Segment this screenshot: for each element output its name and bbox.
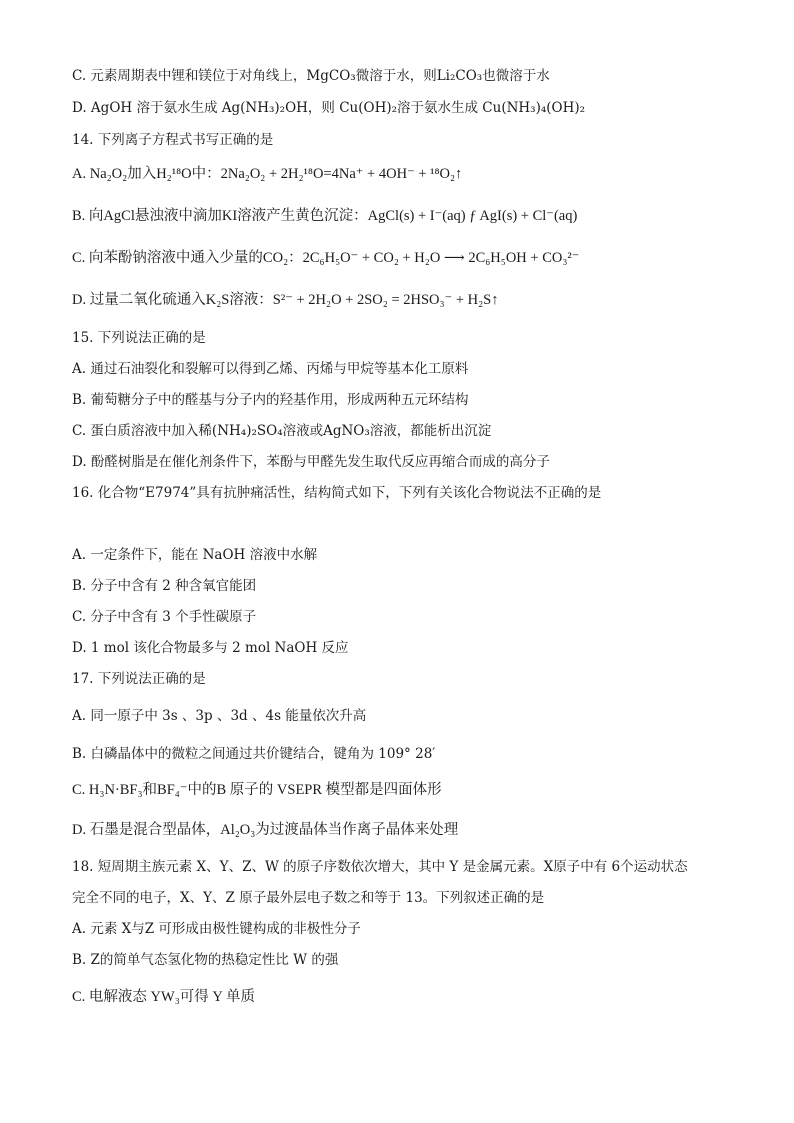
q14-option-c: C. 向苯酚钠溶液中通入少量的CO₂：2C₆H₅O⁻ + CO₂ + H₂O ⟶ 2C₆H₅OH + CO₃²⁻: [72, 250, 580, 266]
q17-option-c: C. H₃N·BF₃和BF₄⁻中的B 原子的 VSEPR 模型都是四面体形: [72, 782, 442, 798]
q16-option-c: C. 分子中含有 3 个手性碳原子: [72, 609, 257, 625]
q15-option-d: D. 酚醛树脂是在催化剂条件下，苯酚与甲醛先发生取代反应再缩合而成的高分子: [72, 454, 550, 470]
q15-option-a: A. 通过石油裂化和裂解可以得到乙烯、丙烯与甲烷等基本化工原料: [72, 361, 469, 377]
q17-option-b: B. 白磷晶体中的微粒之间通过共价键结合，键角为 109° 28′: [72, 746, 436, 762]
q16-option-d: D. 1 mol 该化合物最多与 2 mol NaOH 反应: [72, 640, 349, 656]
q17-option-d: D. 石墨是混合型晶体，Al₂O₃为过渡晶体当作离子晶体来处理: [72, 822, 459, 838]
q18-stem: 18. 短周期主族元素 X、Y、Z、W 的原子序数依次增大，其中 Y 是金属元素。X原子中有 6个运动状态: [72, 859, 688, 875]
q17-option-a: A. 同一原子中 3s 、3p 、3d 、4s 能量依次升高: [72, 708, 367, 724]
q15-stem: 15. 下列说法正确的是: [72, 330, 206, 346]
q17-stem: 17. 下列说法正确的是: [72, 671, 206, 687]
q18-option-a: A. 元素 X与Z 可形成由极性键构成的非极性分子: [72, 921, 361, 937]
q13-option-c: C. 元素周期表中锂和镁位于对角线上，MgCO₃微溶于水，则Li₂CO₃也微溶于水: [72, 68, 550, 84]
q14-stem: 14. 下列离子方程式书写正确的是: [72, 132, 274, 148]
q14-option-b: B. 向AgCl悬浊液中滴加KI溶液产生黄色沉淀：AgCl(s) + I⁻(aq) ƒ AgI(s) + Cl⁻(aq): [72, 208, 578, 224]
q18-stem-continued: 完全不同的电子，X、Y、Z 原子最外层电子数之和等于 13。下列叙述正确的是: [72, 890, 545, 906]
q15-option-b: B. 葡萄糖分子中的醛基与分子内的羟基作用，形成两种五元环结构: [72, 392, 469, 408]
q18-option-c: C. 电解液态 YW₃可得 Y 单质: [72, 989, 255, 1005]
q16-option-a: A. 一定条件下，能在 NaOH 溶液中水解: [72, 547, 318, 563]
q14-option-a: A. Na₂O₂加入H₂¹⁸O中：2Na₂O₂ + 2H₂¹⁸O=4Na⁺ + 4OH⁻ + ¹⁸O₂↑: [72, 166, 463, 182]
q14-option-d: D. 过量二氧化硫通入K₂S溶液：S²⁻ + 2H₂O + 2SO₂ = 2HSO₃⁻ + H₂S↑: [72, 292, 499, 308]
q16-stem: 16. 化合物“E7974”具有抗肿痛活性，结构简式如下，下列有关该化合物说法不正确的是: [72, 485, 602, 501]
q18-option-b: B. Z的简单气态氢化物的热稳定性比 W 的强: [72, 952, 339, 968]
q16-option-b: B. 分子中含有 2 种含氧官能团: [72, 578, 257, 594]
q15-option-c: C. 蛋白质溶液中加入稀(NH₄)₂SO₄溶液或AgNO₃溶液，都能析出沉淀: [72, 423, 492, 439]
q13-option-d: D. AgOH 溶于氨水生成 Ag(NH₃)₂OH，则 Cu(OH)₂溶于氨水生成 Cu(NH₃)₄(OH)₂: [72, 100, 586, 116]
